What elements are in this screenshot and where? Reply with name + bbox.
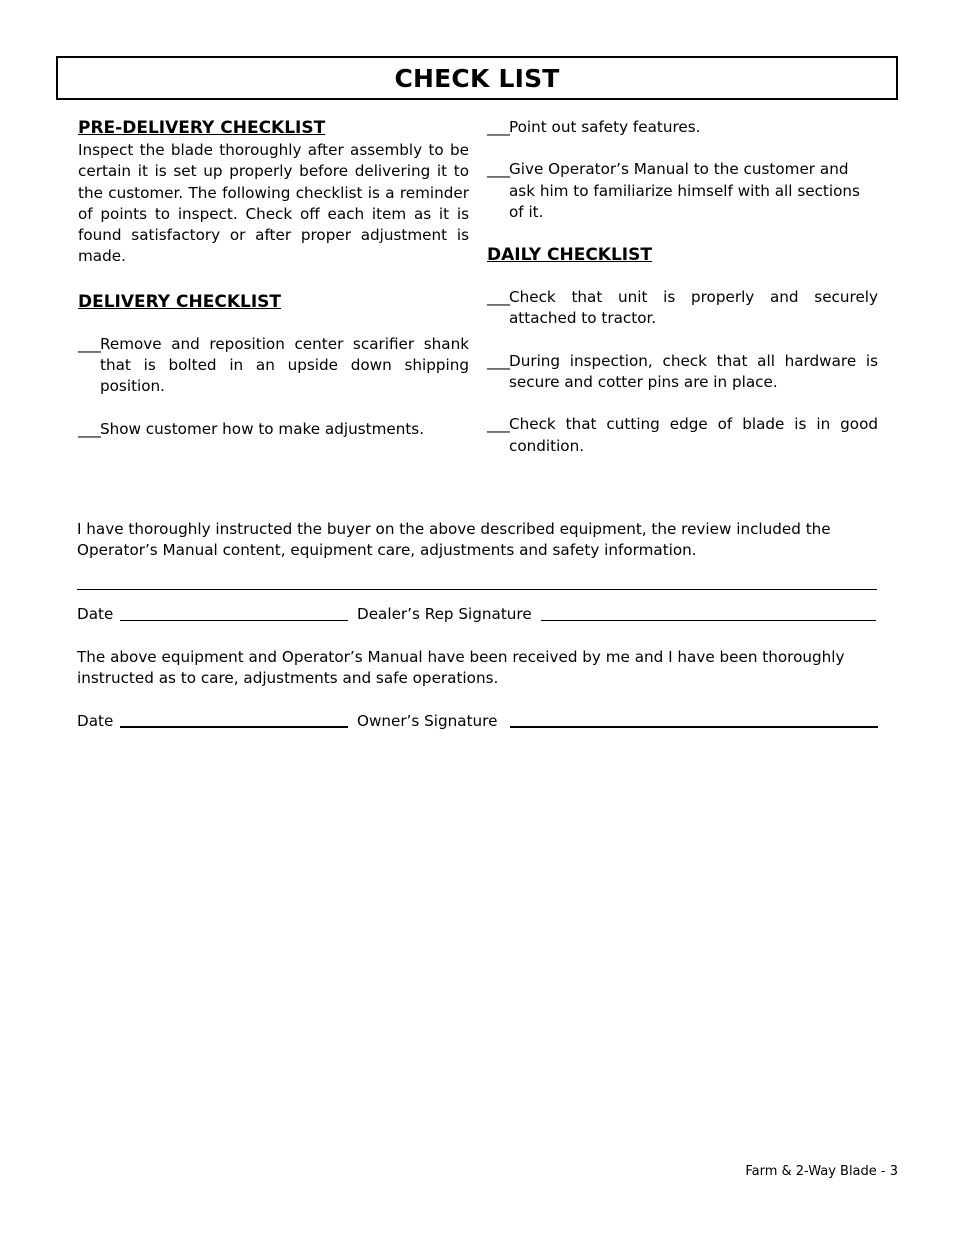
- date-label: Date: [77, 605, 114, 623]
- checkbox-blank[interactable]: ___: [78, 334, 101, 353]
- checklist-item: [78, 419, 469, 440]
- dealer-statement: I have thoroughly instructed the buyer on the above described equipment, the review included the Operator’s Manual content, equipment care, adjustments and safety information.: [77, 520, 831, 560]
- owner-signature-label: Owner’s Signature: [357, 712, 498, 730]
- page-footer: Farm & 2-Way Blade - 3: [745, 1164, 898, 1179]
- checklist-item: [487, 351, 878, 394]
- checkbox-blank[interactable]: ___: [487, 288, 510, 307]
- owner-statement: The above equipment and Operator’s Manual have been received by me and I have been thoroughly instructed as to care, adjustments and safe operations.: [77, 648, 845, 688]
- page-title-box: [56, 56, 898, 100]
- checklist-item: [78, 334, 469, 398]
- checklist-item-text: Check that cutting edge of blade is in good condition.: [509, 415, 878, 455]
- checklist-item: [487, 414, 878, 457]
- checkbox-blank[interactable]: ___: [487, 118, 510, 136]
- left-column: [78, 116, 469, 440]
- checklist-item-text: Remove and reposition center scarifier shank that is bolted in an upside down shipping position.: [100, 334, 469, 396]
- daily-heading: DAILY CHECKLIST: [487, 245, 652, 266]
- checklist-item: [487, 287, 878, 330]
- delivery-heading: DELIVERY CHECKLIST: [78, 291, 282, 312]
- dealer-signature-field[interactable]: [541, 620, 876, 621]
- owner-signature-field[interactable]: [510, 726, 878, 728]
- checklist-item: [487, 117, 878, 138]
- divider-line: [77, 589, 877, 590]
- date-field[interactable]: [120, 620, 348, 621]
- checklist-item-text: Check that unit is properly and securely attached to tractor.: [509, 288, 878, 328]
- page-title: CHECK LIST: [394, 63, 560, 93]
- pre-delivery-text: Inspect the blade thoroughly after assembly to be certain it is set up properly before delivering it to the customer. The following checklist is a reminder of points to inspect. Check off each item as it is found satisfactory or after proper adjustment is made.: [78, 141, 469, 266]
- date-field[interactable]: [120, 726, 348, 728]
- right-column: [487, 116, 878, 457]
- checklist-item-text: Give Operator’s Manual to the customer and ask him to familiarize himself with all sections of it.: [509, 160, 860, 221]
- dealer-signature-label: Dealer’s Rep Signature: [357, 605, 532, 623]
- checklist-item-text: Point out safety features.: [509, 118, 701, 136]
- checklist-item-text: During inspection, check that all hardware is secure and cotter pins are in place.: [509, 351, 878, 392]
- owner-signature-row: [77, 711, 878, 735]
- date-label: Date: [77, 712, 114, 730]
- checklist-item: [487, 159, 878, 223]
- checklist-item-text: Show customer how to make adjustments.: [100, 419, 425, 438]
- pre-delivery-heading: PRE-DELIVERY CHECKLIST: [78, 118, 326, 138]
- checkbox-blank[interactable]: ___: [487, 160, 510, 179]
- checkbox-blank[interactable]: ___: [487, 415, 510, 434]
- checkbox-blank[interactable]: ___: [78, 419, 101, 438]
- checkbox-blank[interactable]: ___: [487, 351, 510, 370]
- dealer-signature-row: [77, 604, 878, 628]
